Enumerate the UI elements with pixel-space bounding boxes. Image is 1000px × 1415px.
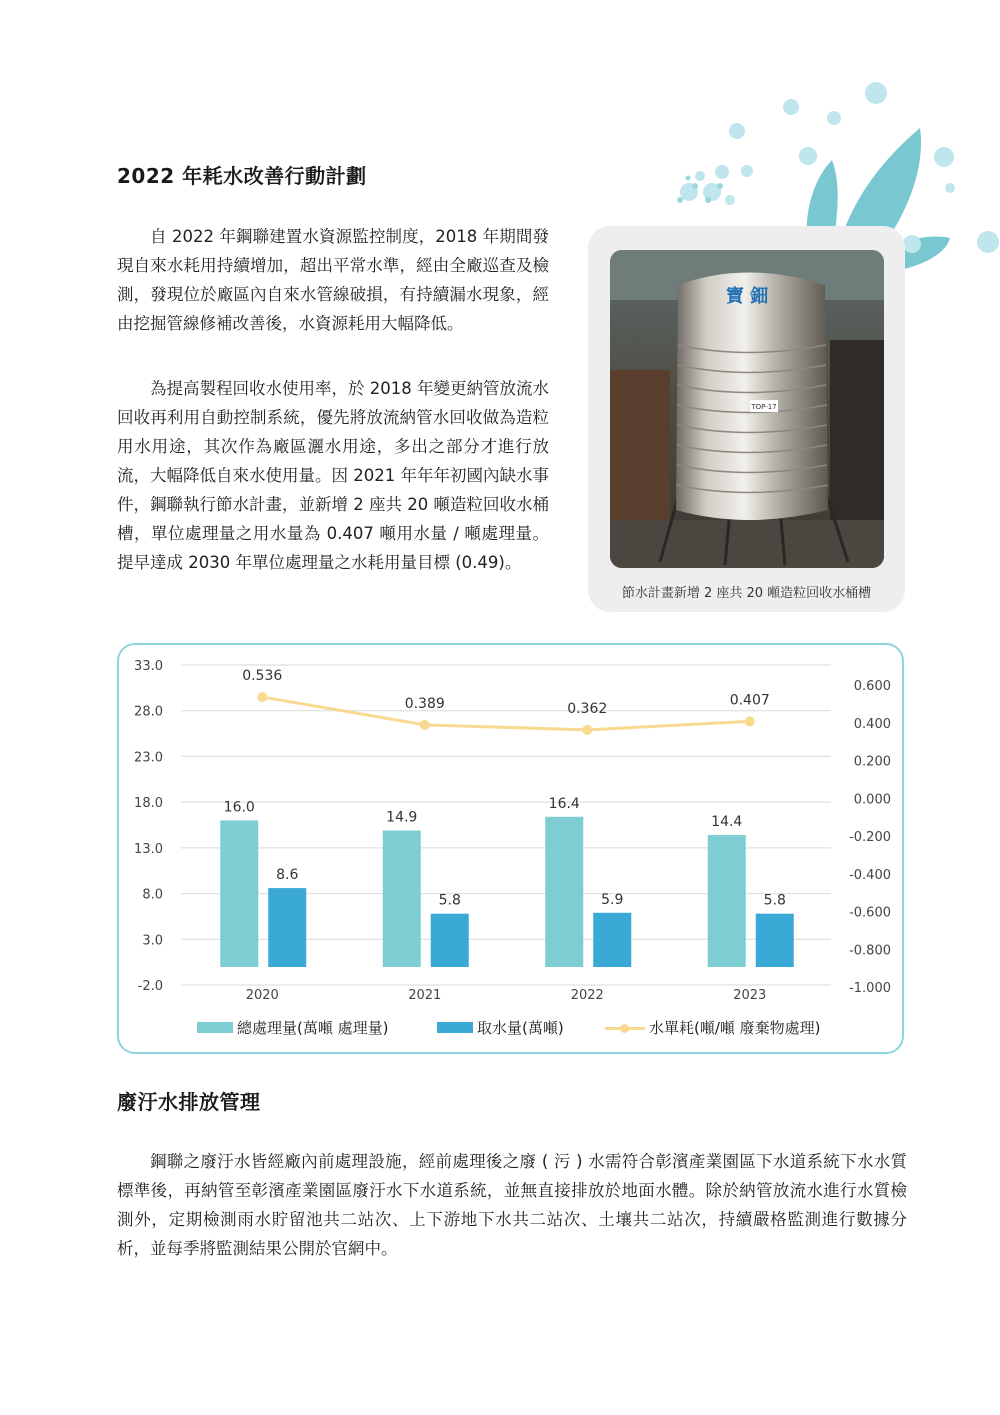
chart-legend bbox=[119, 1017, 902, 1041]
paragraph-recycled-water: 為提高製程回收水使用率，於 2018 年變更納管放流水回收再利用自動控制系統，優先將放流納管水回收做為造粒用水用途，其次作為廠區灑水用途，多出之部分才進行放流，大幅降低自來水使用量。因 2021 年年年初國內缺水事件，鋼聯執行節水計畫，並新增 2 座共 20 噸造粒回收水桶槽，單位處理量之用水量為 0.407 噸用水量 / 噸處理量。提早達成 2030 年單位處理量之水耗用量目標 (0.49)。 bbox=[117, 379, 549, 572]
bar bbox=[756, 914, 794, 967]
chart-plot-area bbox=[119, 645, 902, 1015]
y-left-tick-label: 28.0 bbox=[134, 704, 163, 720]
paragraph-wastewater: 鋼聯之廢汙水皆經廠內前處理設施，經前處理後之廢 ( 污 ) 水需符合彰濱產業園區下水道系統下水水質標準後，再納管至彰濱產業園區廢汙水下水道系統，並無直接排放於地面水體。除於納管放流水進行水質檢測外，定期檢測雨水貯留池共二站次、上下游地下水共二站次、土壤共二站次，持續嚴格監測進行數據分析，並每季將監測結果公開於官網中。 bbox=[117, 1152, 907, 1258]
bar bbox=[431, 914, 469, 967]
y-right-tick-label: -0.800 bbox=[849, 943, 891, 959]
line-point bbox=[420, 720, 430, 730]
photo-caption: 節水計畫新增 2 座共 20 噸造粒回收水桶槽 bbox=[621, 586, 872, 601]
bar-data-label: 5.9 bbox=[601, 891, 624, 908]
y-left-tick-label: -2.0 bbox=[137, 979, 163, 994]
bar-data-label: 5.8 bbox=[438, 892, 461, 909]
y-right-tick-label: -0.200 bbox=[849, 830, 891, 845]
bar-data-label: 14.9 bbox=[386, 809, 418, 826]
section-title-wastewater: 廢汙水排放管理 bbox=[117, 1090, 261, 1114]
water-usage-chart bbox=[117, 643, 904, 1054]
line-data-label: 0.407 bbox=[729, 692, 770, 709]
legend-label-water-intake: 取水量(萬噸) bbox=[477, 1019, 564, 1037]
y-right-tick-label: 0.200 bbox=[853, 754, 891, 770]
bar-data-label: 8.6 bbox=[276, 867, 299, 884]
x-tick-label: 2020 bbox=[245, 988, 279, 1003]
y-right-tick-label: -1.000 bbox=[849, 981, 891, 996]
tank-label-text: TOP-17 bbox=[751, 403, 777, 411]
legend-swatch-water-intake bbox=[437, 1022, 473, 1033]
bar bbox=[268, 888, 306, 967]
bar bbox=[593, 913, 631, 967]
bar bbox=[545, 817, 583, 967]
legend-label-total-treatment: 總處理量(萬噸 處理量) bbox=[237, 1019, 389, 1037]
paragraph-water-monitoring: 自 2022 年鋼聯建置水資源監控制度，2018 年期間發現自來水耗用持續增加，超出平常水準，經由全廠巡查及檢測，發現位於廠區內自來水管線破損，有持續漏水現象，經由挖掘管線修補改善後，水資源耗用大幅降低。 bbox=[117, 227, 549, 333]
y-right-tick-label: 0.400 bbox=[853, 716, 891, 732]
legend-item-unit-consumption bbox=[605, 1017, 821, 1038]
section-title-water-improvement: 2022 年耗水改善行動計劃 bbox=[117, 164, 367, 188]
x-tick-label: 2022 bbox=[570, 988, 604, 1003]
line-data-label: 0.389 bbox=[404, 695, 445, 712]
y-left-tick-label: 23.0 bbox=[134, 750, 163, 766]
y-right-tick-label: 0.000 bbox=[853, 792, 891, 808]
tank-brand-text: 寶 鈿 bbox=[725, 286, 769, 307]
line-data-label: 0.362 bbox=[567, 700, 608, 717]
water-tank-photo bbox=[610, 250, 884, 568]
y-left-tick-label: 8.0 bbox=[142, 887, 163, 903]
photo-card bbox=[588, 226, 905, 612]
line-data-label: 0.536 bbox=[242, 668, 283, 685]
y-left-tick-label: 33.0 bbox=[134, 659, 163, 674]
bar bbox=[383, 830, 421, 967]
bar-data-label: 16.4 bbox=[548, 795, 580, 812]
line-point bbox=[582, 725, 592, 735]
y-right-tick-label: -0.600 bbox=[849, 905, 891, 921]
line-point bbox=[257, 692, 267, 702]
bar-data-label: 5.8 bbox=[763, 892, 786, 909]
bar bbox=[708, 835, 746, 967]
x-tick-label: 2023 bbox=[733, 988, 767, 1003]
legend-swatch-total-treatment bbox=[197, 1022, 233, 1033]
y-right-tick-label: 0.600 bbox=[853, 679, 891, 694]
legend-item-water-intake bbox=[437, 1017, 564, 1038]
y-left-tick-label: 18.0 bbox=[134, 796, 163, 812]
y-left-tick-label: 3.0 bbox=[142, 933, 163, 949]
line-series bbox=[262, 697, 750, 730]
line-point bbox=[745, 716, 755, 726]
bar bbox=[220, 820, 258, 967]
legend-line-unit-consumption bbox=[605, 1022, 645, 1034]
bar-data-label: 14.4 bbox=[711, 814, 743, 831]
y-left-tick-label: 13.0 bbox=[134, 841, 163, 857]
bar-data-label: 16.0 bbox=[223, 799, 255, 816]
y-right-tick-label: -0.400 bbox=[849, 867, 891, 883]
legend-item-total-treatment bbox=[197, 1017, 388, 1038]
x-tick-label: 2021 bbox=[408, 988, 442, 1003]
legend-label-unit-consumption: 水單耗(噸/噸 廢棄物處理) bbox=[649, 1019, 821, 1037]
